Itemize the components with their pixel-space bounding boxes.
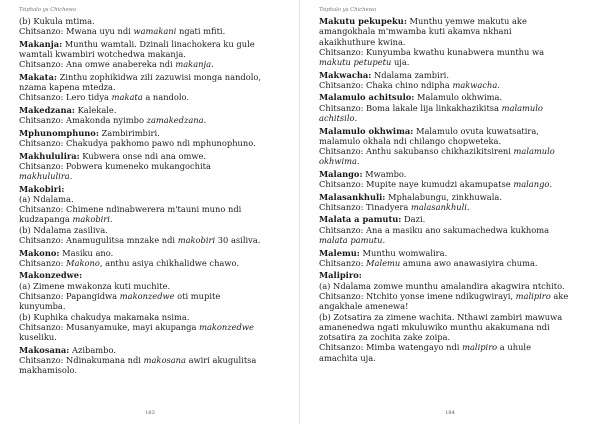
entry-text: Chitsanzo: Kunyumba kwathu kunabwera munthu wa [319,46,545,57]
entry-text: Chitsanzo: Mwana uyu ndi [19,26,134,37]
entry-text: , anthu asiya chikhalidwe chawo. [99,257,239,268]
entry-text: makhamisolo. [19,365,78,376]
entry-text: Malamulo ovuta kuwatsatira, [413,125,539,136]
example-word: malipiro [515,290,551,301]
entry-line [19,194,294,204]
entry-text: wamtali kwambiri wotchedwa makanja. [19,49,186,60]
dictionary-entry [19,72,294,103]
entry-line [319,322,594,332]
entry-text: Chitsanzo: Ana a masiku ano sakumachedwa kukhoma [319,224,550,235]
dictionary-entry [319,270,594,363]
page-number: 184 [445,410,455,416]
entry-text: (b) Kukula mtima. [19,16,95,26]
entry-text: . [382,235,386,246]
dictionary-entry [319,214,594,245]
example-word: makanja [175,59,212,70]
entry-text: oti mupite [174,290,221,301]
entry-text: amanenedwa ngati mkuluwiko munthu akakumana ndi [319,321,550,332]
entry-line [19,151,294,161]
headword: Malata a pamutu: [319,214,402,225]
headword: Makata: [19,71,57,82]
entry-text: Masiku ano. [59,247,114,258]
entry-line [319,281,594,291]
example-word: makata [111,92,143,103]
entry-line [319,301,594,311]
entry-text: . [109,214,113,225]
entry-text: Chitsanzo: Lero tidya [19,92,112,103]
entry-text: . [69,171,73,182]
entry-text: Zinthu zophikidwa zili zazuwisi monga nandolo, [56,71,262,82]
entry-text: (a) Ndalama zomwe munthu amalandira akagwira ntchito. [319,280,565,291]
dictionary-entry [19,128,294,149]
entry-line [319,156,594,166]
entry-text: Chitsanzo: Papangidwa [19,290,120,301]
entry-text: ngati mfiti. [176,26,226,37]
entry-line [19,301,294,311]
entry-line [19,115,294,125]
entry-line [19,16,294,26]
entry-text: . [203,115,207,126]
entry-line [19,138,294,148]
entry-line [19,26,294,36]
entry-text: . [466,201,470,212]
entry-text: Chitsanzo: Ana omwe anabereka ndi [19,59,176,70]
entry-line [19,332,294,342]
example-word: malasankhuli [410,201,467,212]
entry-text: Munthu wamtali. Dzinali linachokera ku gule [62,38,255,49]
headword: Makwacha: [319,69,372,80]
dictionary-entry [19,151,294,182]
right-page [300,0,600,424]
example-word: malata pamutu [319,235,383,246]
example-word: makonzedwe [119,290,175,301]
headword: Makanja: [19,38,63,49]
entry-text: angakhale amenewa! [319,301,409,312]
dictionary-entry [319,70,594,91]
entry-line [319,26,594,36]
entry-line [19,355,294,365]
headword: Makono: [19,247,60,258]
entry-line [319,192,594,202]
entry-line [319,70,594,80]
entry-text: amuna awo anawasiyira chuma. [400,257,538,268]
entry-line [319,291,594,301]
entry-text: amachita uja. [319,352,376,363]
running-header: Tsiphalo ya Chichewa [319,7,377,13]
entry-line [19,214,294,224]
entry-text: Chitsanzo: Mimba watengayo ndi [319,342,463,353]
entry-line [319,179,594,189]
entry-text: . [497,79,500,90]
entry-line [19,258,294,268]
dictionary-entry [19,39,294,70]
entry-line [19,281,294,291]
entry-text: kudzapanga [19,214,73,225]
entry-text: uja. [391,57,410,68]
entry-text: Munthu yemwe makutu ake [406,16,527,26]
headword: Makutu pekupeku: [319,16,407,26]
entry-text: Chitsanzo: Amakonda nyimbo [19,115,147,126]
example-word: malango [513,179,550,190]
entry-text: Chitsanzo: Chaka chino ndipha [319,79,453,90]
entry-text: Chitsanzo: Pobwera kumeneko mukangochita [19,160,211,171]
example-word: zamakedzana [146,115,204,126]
entry-line [319,47,594,57]
entry-line [319,37,594,47]
entry-text: Mphalabungu, zinkhuwala. [385,191,502,202]
entry-text: amangokhala m'mwamba kuti akamva nkhani [319,26,512,37]
entry-line [319,136,594,146]
entry-line [319,225,594,235]
entry-text: Dazi. [401,214,426,225]
entry-line [19,105,294,115]
entry-line [19,312,294,322]
entry-line [319,353,594,363]
entry-text: Ndalama zambiri. [371,69,449,80]
entry-line [19,184,294,194]
example-word: malipiro [462,342,498,353]
entry-text: Chitsanzo: Musanyamuke, mayi akupanga [19,321,200,332]
entry-text: Chitsanzo: Ndinakumana ndi [19,354,144,365]
example-word: makwacha [452,79,498,90]
entry-line [19,59,294,69]
entry-text: (a) Zimene mwakonza kuti muchite. [19,280,171,291]
entry-text: . [549,179,553,190]
entry-text: Kubwera onse ndi ana omwe. [79,150,207,161]
example-word: malamulo [501,102,543,113]
entry-line [319,103,594,113]
headword: Malemu: [319,247,360,258]
entry-line [19,235,294,245]
entry-text: Chitsanzo: Boma lakale lija linkakhazikitsa [319,102,502,113]
headword: Malamulo achitsulo: [319,92,415,103]
entry-text: kuseliku. [19,332,57,343]
entry-line [319,332,594,342]
headword: Makobiri: [19,183,65,194]
entry-text: nzama kapena mtedza. [19,82,116,93]
entry-line [319,202,594,212]
entry-text: Malamulo okhwima. [414,92,503,103]
entry-text: Chitsanzo: Chimene ndinabwerera m'tauni muno ndi [19,204,242,215]
headword: Malasankhuli: [319,191,386,202]
entry-line [19,128,294,138]
entry-text: malamulo okhala ndi chilango chopweteka. [319,135,502,146]
entry-text: . [356,156,360,167]
dictionary-entry [19,270,294,342]
example-word: okhwima [319,156,357,167]
entry-line [319,312,594,322]
entry-text: a nandolo. [142,92,190,103]
example-word: Makono [66,257,100,268]
page-number: 183 [145,410,155,416]
entry-text: a uhule [497,342,531,353]
headword: Makhululira: [19,150,80,161]
headword: Mphunomphuno: [19,127,99,138]
example-word: makobiri [177,235,216,246]
entry-line [319,92,594,102]
entry-text: ake [550,290,569,301]
example-word: achitsilo [319,113,355,124]
dictionary-entry [19,16,294,37]
entry-text: akaikhuthure kwina. [319,36,406,47]
example-word: makutu petupetu [319,57,392,68]
entry-line [19,270,294,280]
entry-line [319,248,594,258]
entry-line [19,345,294,355]
entry-text: Munthu womwalira. [359,247,448,258]
dictionary-entry [19,105,294,126]
entry-line [319,342,594,352]
entry-line [319,80,594,90]
entry-line [319,270,594,280]
entry-line [319,169,594,179]
entry-line [319,235,594,245]
headword: Makonzedwe: [19,270,83,281]
entry-text: kunyumba. [19,301,66,312]
entry-line [19,225,294,235]
entry-line [19,322,294,332]
entry-line [319,126,594,136]
entry-text: Chitsanzo: Chakudya pakhomo pawo ndi mphunophuno. [19,138,256,149]
example-word: wamakani [133,26,177,37]
entry-line [19,39,294,49]
dictionary-entry [19,184,294,246]
dictionary-entry [319,248,594,269]
example-word: makhululira [19,171,70,182]
entry-text: Chitsanzo: Anamugulitsa mnzake ndi [19,235,178,246]
entry-line [19,82,294,92]
example-word: makobiri [72,214,110,225]
headword: Malamulo okhwima: [319,125,414,136]
entry-text: . [211,59,214,70]
entry-text: Chitsanzo: Tinadyera [319,201,411,212]
dictionary-entry [19,248,294,269]
entry-line [19,72,294,82]
entries-list [319,16,594,363]
entry-text: (b) Kuphika chakudya makamaka nsima. [19,311,190,322]
dictionary-entry [319,169,594,190]
entry-text: Chitsanzo: Ntchito yonse imene ndikugwirayi, [319,290,516,301]
entry-line [19,49,294,59]
entry-line [19,171,294,181]
entry-line [19,248,294,258]
headword: Malango: [319,168,363,179]
headword: Makedzana: [19,104,75,115]
entry-text: (b) Ndalama zasiliva. [19,224,108,235]
entry-line [319,57,594,67]
entries-list [19,16,294,375]
example-word: makosana [143,354,186,365]
headword: Makosana: [19,344,70,355]
dictionary-entry [319,126,594,167]
entry-text: Chitsanzo: [19,257,67,268]
dictionary-entry [319,16,594,67]
entry-line [19,92,294,102]
entry-line [19,291,294,301]
entry-text: Zambirimbiri. [98,127,160,138]
dictionary-entry [319,92,594,123]
example-word: makonzedwe [199,321,254,332]
example-word: Malemu [366,257,401,268]
entry-line [19,204,294,214]
headword: Malipiro: [319,270,362,281]
entry-line [19,365,294,375]
entry-line [19,161,294,171]
running-header: Tsiphalo ya Chichewa [19,7,77,13]
entry-text: awiri akugulitsa [185,354,257,365]
entry-text: Chitsanzo: [319,257,367,268]
entry-text: 30 asiliva. [215,235,261,246]
entry-text: Mwambo. [362,168,407,179]
entry-text: (a) Ndalama. [19,193,74,204]
entry-text: (b) Zotsatira za zimene wachita. Nthawi zambiri mawuwa [319,311,563,322]
dictionary-entry [319,192,594,213]
entry-text: Azibambo. [69,344,116,355]
entry-line [319,258,594,268]
entry-text: zotsatira za zochita zake zoipa. [319,332,451,343]
example-word: malamulo [513,146,555,157]
entry-text: Kalekale. [74,104,117,115]
entry-text: Chitsanzo: Mupite naye kumudzi akamupatse [319,179,514,190]
entry-line [319,113,594,123]
entry-text: . [354,113,358,124]
entry-line [319,214,594,224]
dictionary-entry [19,345,294,376]
entry-line [319,146,594,156]
entry-text: Chitsanzo: Anthu sakubanso chikhazikitsireni [319,146,514,157]
entry-line [319,16,594,26]
